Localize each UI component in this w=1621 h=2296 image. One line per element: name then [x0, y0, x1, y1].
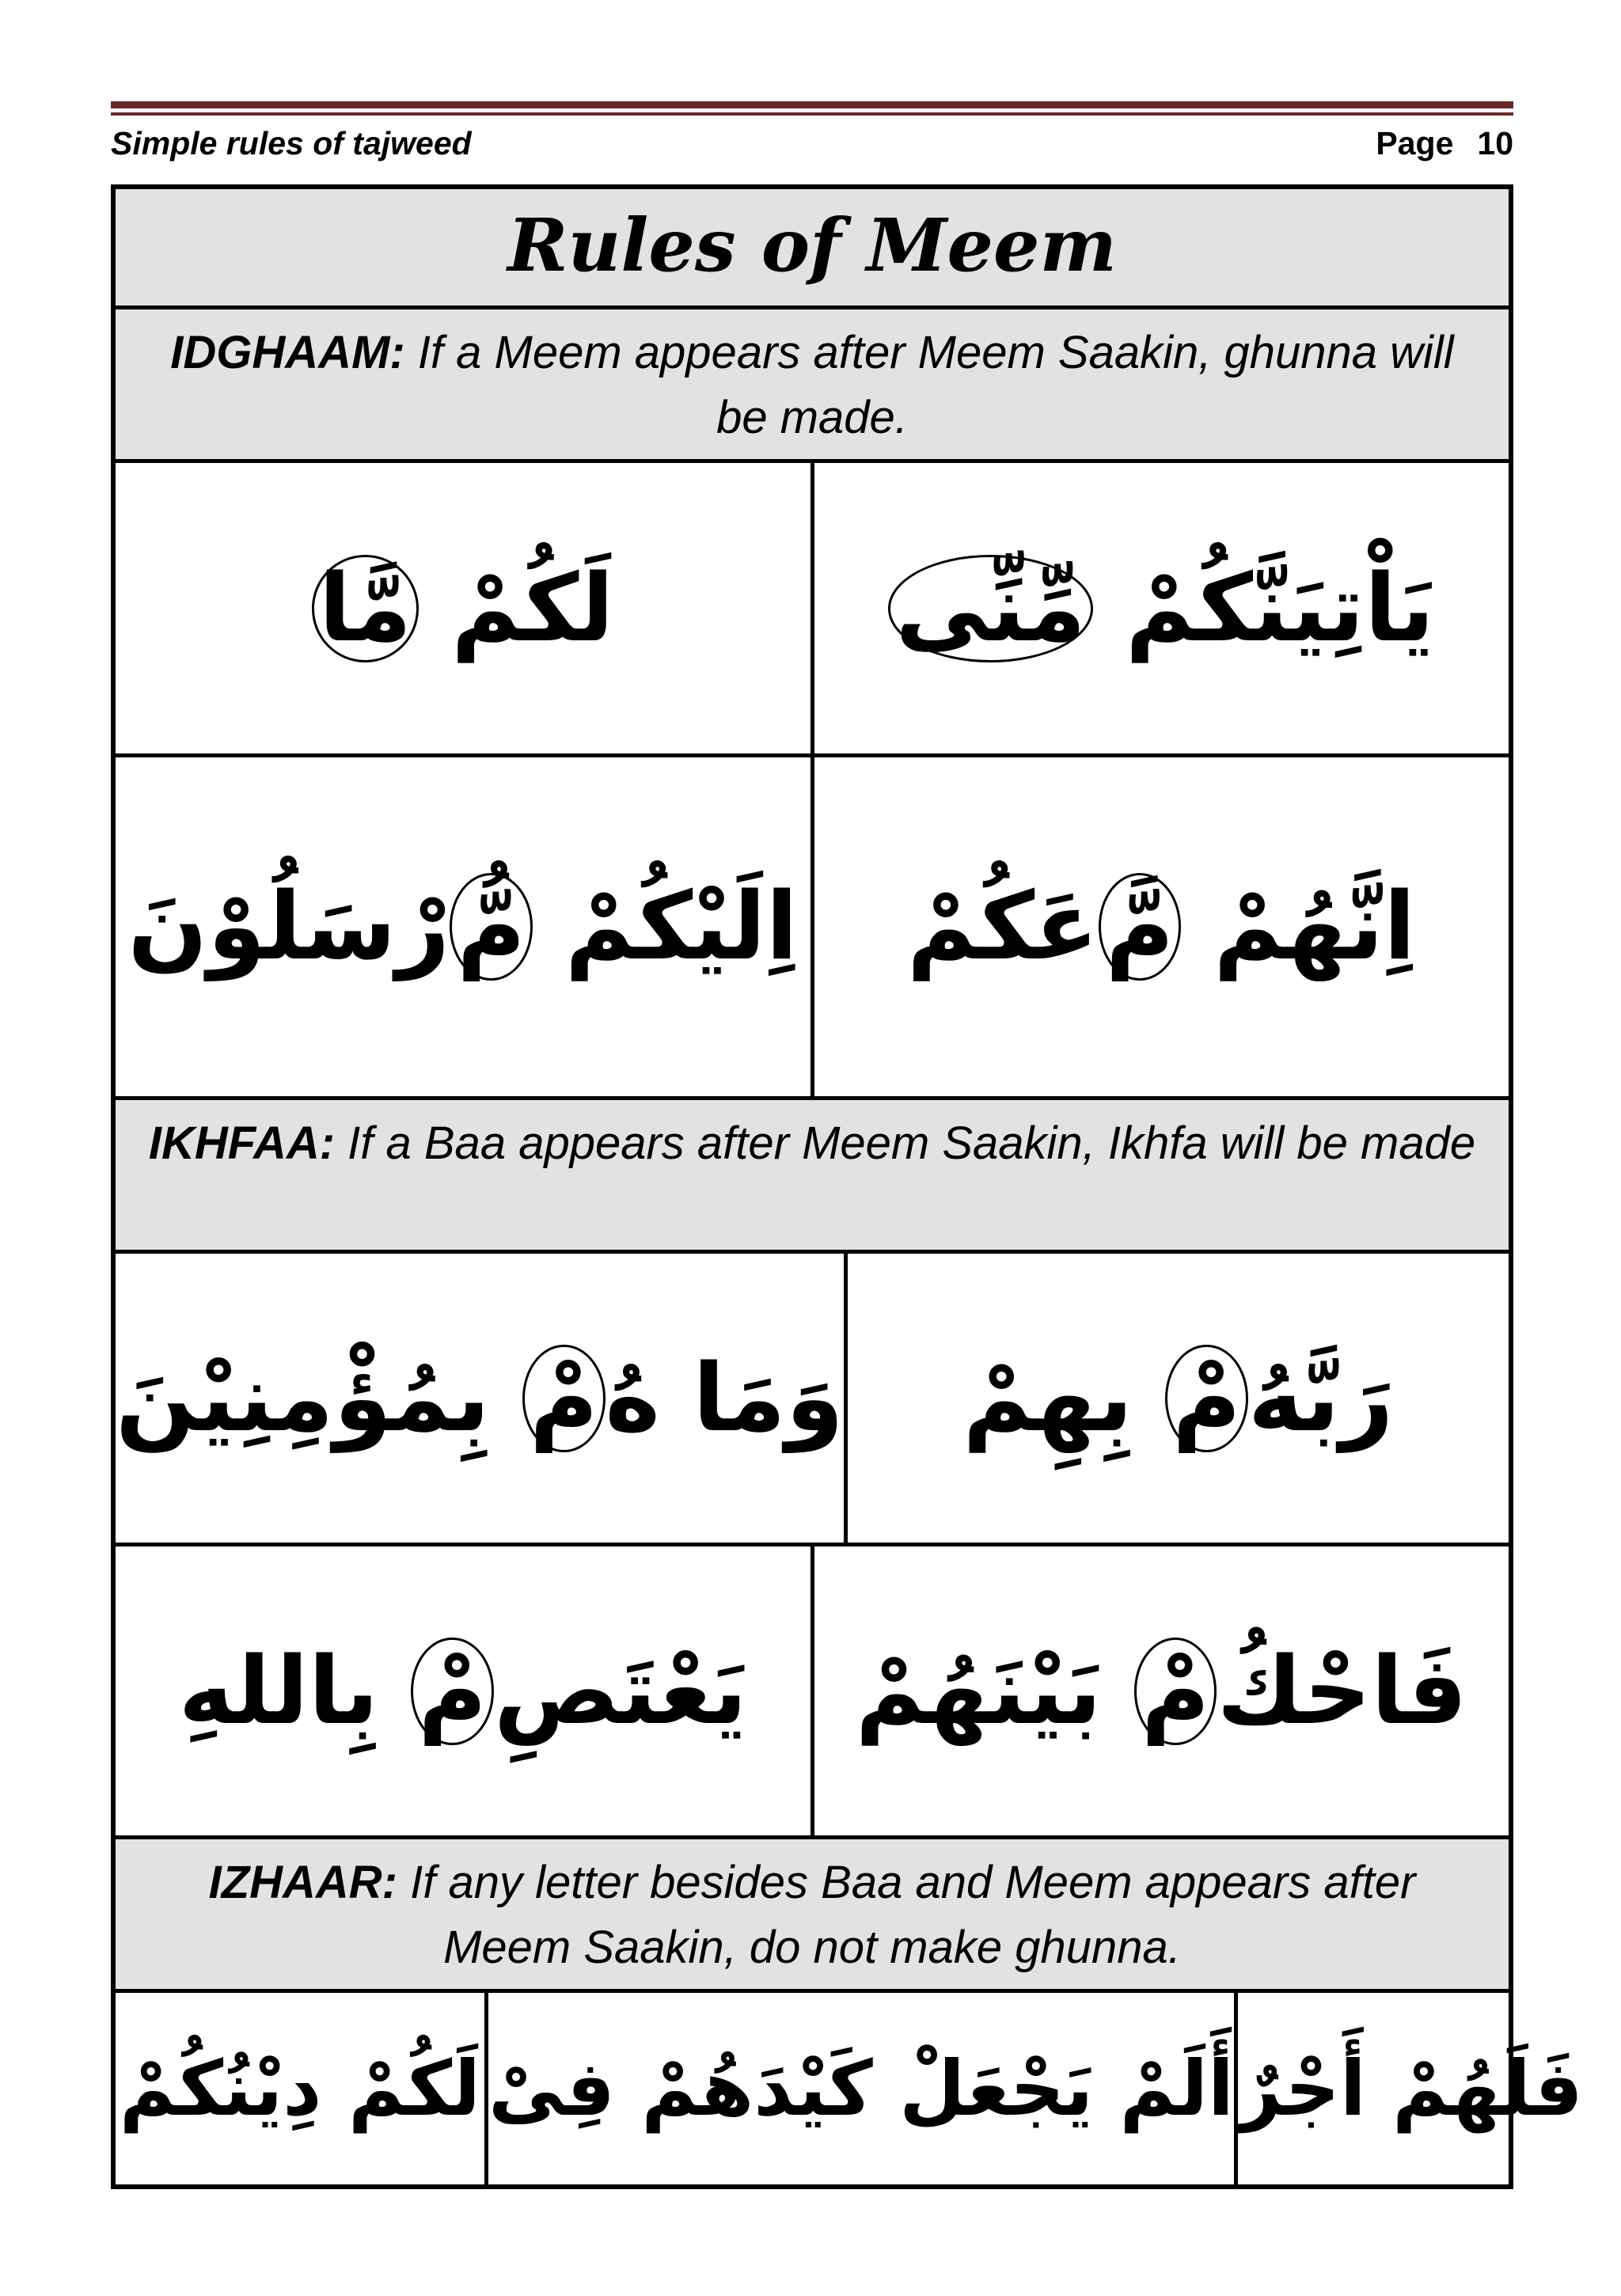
highlight-ring: مُّ — [450, 873, 532, 981]
example-cell — [116, 1254, 844, 1543]
arabic-example — [179, 1626, 747, 1756]
page-title: Rules of Meem — [116, 189, 1509, 309]
highlight-ring: مْ — [522, 1345, 605, 1452]
highlight-ring: مَّا — [312, 555, 419, 662]
example-text: بِاللهِ — [178, 1635, 412, 1745]
example-cell — [116, 1993, 484, 2184]
arabic-example: فَلَهُمْ أَجْرٌ — [1237, 2044, 1583, 2133]
example-text: بِمُؤْمِنِيْنَ — [116, 1342, 523, 1452]
example-text: لَكُمْ — [419, 552, 614, 662]
idghaam-rule — [116, 309, 1509, 463]
ikhfaa-row-1 — [116, 1254, 1509, 1546]
example-text: وَمَا هُ — [605, 1342, 844, 1452]
example-text: بَيْنَهُمْ — [855, 1635, 1134, 1745]
page-label: Page — [1376, 125, 1454, 161]
rule-text: If a Meem appears after Meem Saakin, ghunna will be made. — [404, 327, 1454, 443]
izhaar-row — [116, 1993, 1583, 2184]
example-text: عَكُمْ — [906, 871, 1099, 981]
ikhfaa-row-2 — [116, 1546, 1509, 1839]
idghaam-row-1 — [116, 463, 1509, 757]
example-text: رْسَلُوْنَ — [127, 871, 450, 981]
arabic-example: أَلَمْ يَجْعَلْ كَيْدَهُمْ فِىْ — [488, 2044, 1234, 2133]
rule-term: IKHFAA: — [148, 1118, 336, 1169]
example-text: رَبَّهُ — [1247, 1342, 1394, 1452]
rule-text: If any letter besides Baa and Meem appears after Meem Saakin, do not make ghunna. — [397, 1857, 1416, 1973]
highlight-ring: مِّنِّى — [888, 555, 1093, 662]
arabic-example — [907, 861, 1416, 992]
page-number: 10 — [1477, 125, 1513, 161]
ikhfaa-rule — [116, 1100, 1509, 1254]
highlight-ring: مْ — [411, 1638, 493, 1745]
example-cell — [116, 463, 810, 753]
example-text: اِلَيْكُمْ — [532, 871, 798, 981]
arabic-example — [128, 861, 799, 992]
page-indicator — [1376, 125, 1513, 162]
rules-table — [111, 184, 1583, 2189]
example-cell — [1234, 1993, 1583, 2184]
rule-text: If a Baa appears after Meem Saakin, Ikhfa will be made — [335, 1118, 1476, 1169]
example-text: يَاْتِيَنَّكُمْ — [1092, 552, 1435, 662]
arabic-example — [116, 1333, 844, 1463]
example-text: فَاحْكُ — [1217, 1635, 1467, 1745]
example-cell — [810, 1546, 1509, 1835]
example-text: يَعْتَصِ — [493, 1635, 747, 1745]
book-title: Simple rules of tajweed — [111, 125, 472, 161]
arabic-example: لَكُمْ دِيْنُكُمْ — [119, 2044, 481, 2133]
example-cell — [116, 1546, 810, 1835]
izhaar-rule — [116, 1839, 1509, 1993]
idghaam-row-2 — [116, 757, 1509, 1100]
example-text: بِهِمْ — [962, 1342, 1166, 1452]
example-cell — [116, 757, 810, 1096]
example-cell — [810, 463, 1509, 753]
rule-term: IDGHAAM: — [170, 327, 405, 378]
rule-term: IZHAAR: — [208, 1857, 397, 1908]
example-cell — [844, 1254, 1509, 1543]
arabic-example — [856, 1626, 1467, 1756]
arabic-example — [312, 543, 614, 674]
example-text: اِنَّهُمْ — [1181, 871, 1416, 981]
example-cell — [810, 757, 1509, 1096]
header-rule-thick — [111, 101, 1513, 108]
arabic-example — [888, 543, 1434, 674]
arabic-example — [962, 1333, 1393, 1463]
highlight-ring: مْ — [1134, 1638, 1217, 1745]
header-rule-thin — [111, 112, 1513, 116]
example-cell — [484, 1993, 1234, 2184]
highlight-ring: مَّ — [1099, 873, 1181, 981]
highlight-ring: مْ — [1165, 1345, 1247, 1452]
